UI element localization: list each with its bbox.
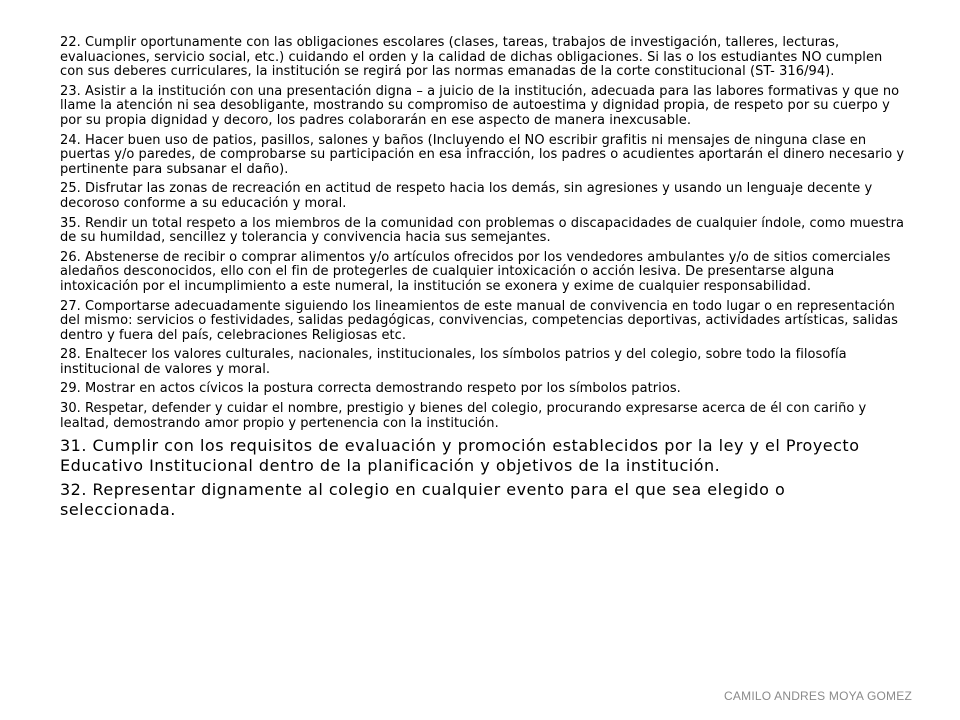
- rule-27: 27. Comportarse adecuadamente siguiendo los lineamientos de este manual de convivencia en todo lugar o en representación del mismo: servicios o festividades, salidas pedagógicas, convivencias, competencias deportivas, actividades artísticas, salidas dentro y fuera del país, celebraciones Religiosas etc.: [60, 298, 898, 343]
- rule-23: 23. Asistir a la institución con una presentación digna – a juicio de la institución, adecuada para las labores formativas y que no llame la atención ni sea desobligante, mostrando su compromiso de autoestima y dignidad propia, de respeto por su cuerpo y por su propia dignidad y decoro, los padres colaborarán en ese aspecto de manera inexcusable.: [60, 83, 900, 128]
- rule-31: 31. Cumplir con los requisitos de evaluación y promoción establecidos por la ley y el Proyecto Educativo Institucional dentro de la planificación y objetivos de la institución.: [60, 436, 860, 475]
- rule-24: 24. Hacer buen uso de patios, pasillos, salones y baños (Incluyendo el NO escribir grafitis ni mensajes de ninguna clase en puertas y/o paredes, de comprobarse su participación en esa infracción, los padres o acudientes aportarán el dinero necesario y pertinente para subsanar el daño).: [60, 132, 905, 177]
- rule-28: 28. Enaltecer los valores culturales, nacionales, institucionales, los símbolos patrios y del colegio, sobre todo la filosofía institucional de valores y moral.: [60, 347, 847, 377]
- rule-35: 35. Rendir un total respeto a los miembros de la comunidad con problemas o discapacidades de cualquier índole, como muestra de su humildad, sencillez y tolerancia y convivencia hacia sus semejantes.: [60, 215, 905, 246]
- footer-author: CAMILO ANDRES MOYA GOMEZ: [724, 689, 912, 703]
- rule-29: 29. Mostrar en actos cívicos la postura correcta demostrando respeto por los símbolos patrios.: [60, 381, 681, 397]
- rule-32: 32. Representar dignamente al colegio en cualquier evento para el que sea elegido o seleccionada.: [60, 480, 786, 519]
- rule-25: 25. Disfrutar las zonas de recreación en actitud de respeto hacia los demás, sin agresiones y usando un lenguaje decente y decoroso conforme a su educación y moral.: [60, 181, 873, 211]
- rule-22: 22. Cumplir oportunamente con las obligaciones escolares (clases, tareas, trabajos de investigación, talleres, lecturas, evaluaciones, servicio social, etc.) cuidando el orden y la calidad de dichas obligaciones. Si las o los estudiantes NO cumplen con sus deberes curriculares, la institución se regirá por las normas emanadas de la corte constitucional (ST- 316/94).: [60, 35, 883, 80]
- rule-30: 30. Respetar, defender y cuidar el nombre, prestigio y bienes del colegio, procurando expresarse acerca de él con cariño y lealtad, demostrando amor propio y pertenencia con la institución.: [60, 401, 867, 431]
- rules-list: [60, 36, 906, 524]
- rule-26: 26. Abstenerse de recibir o comprar alimentos y/o artículos ofrecidos por los vendedores ambulantes y/o de sitios comerciales aledaños desconocidos, ello con el fin de protegerles de cualquier intoxicación o acción lesiva. De presentarse alguna intoxicación por el incumplimiento a este numeral, la institución se exonera y exime de cualquier responsabilidad.: [60, 249, 891, 294]
